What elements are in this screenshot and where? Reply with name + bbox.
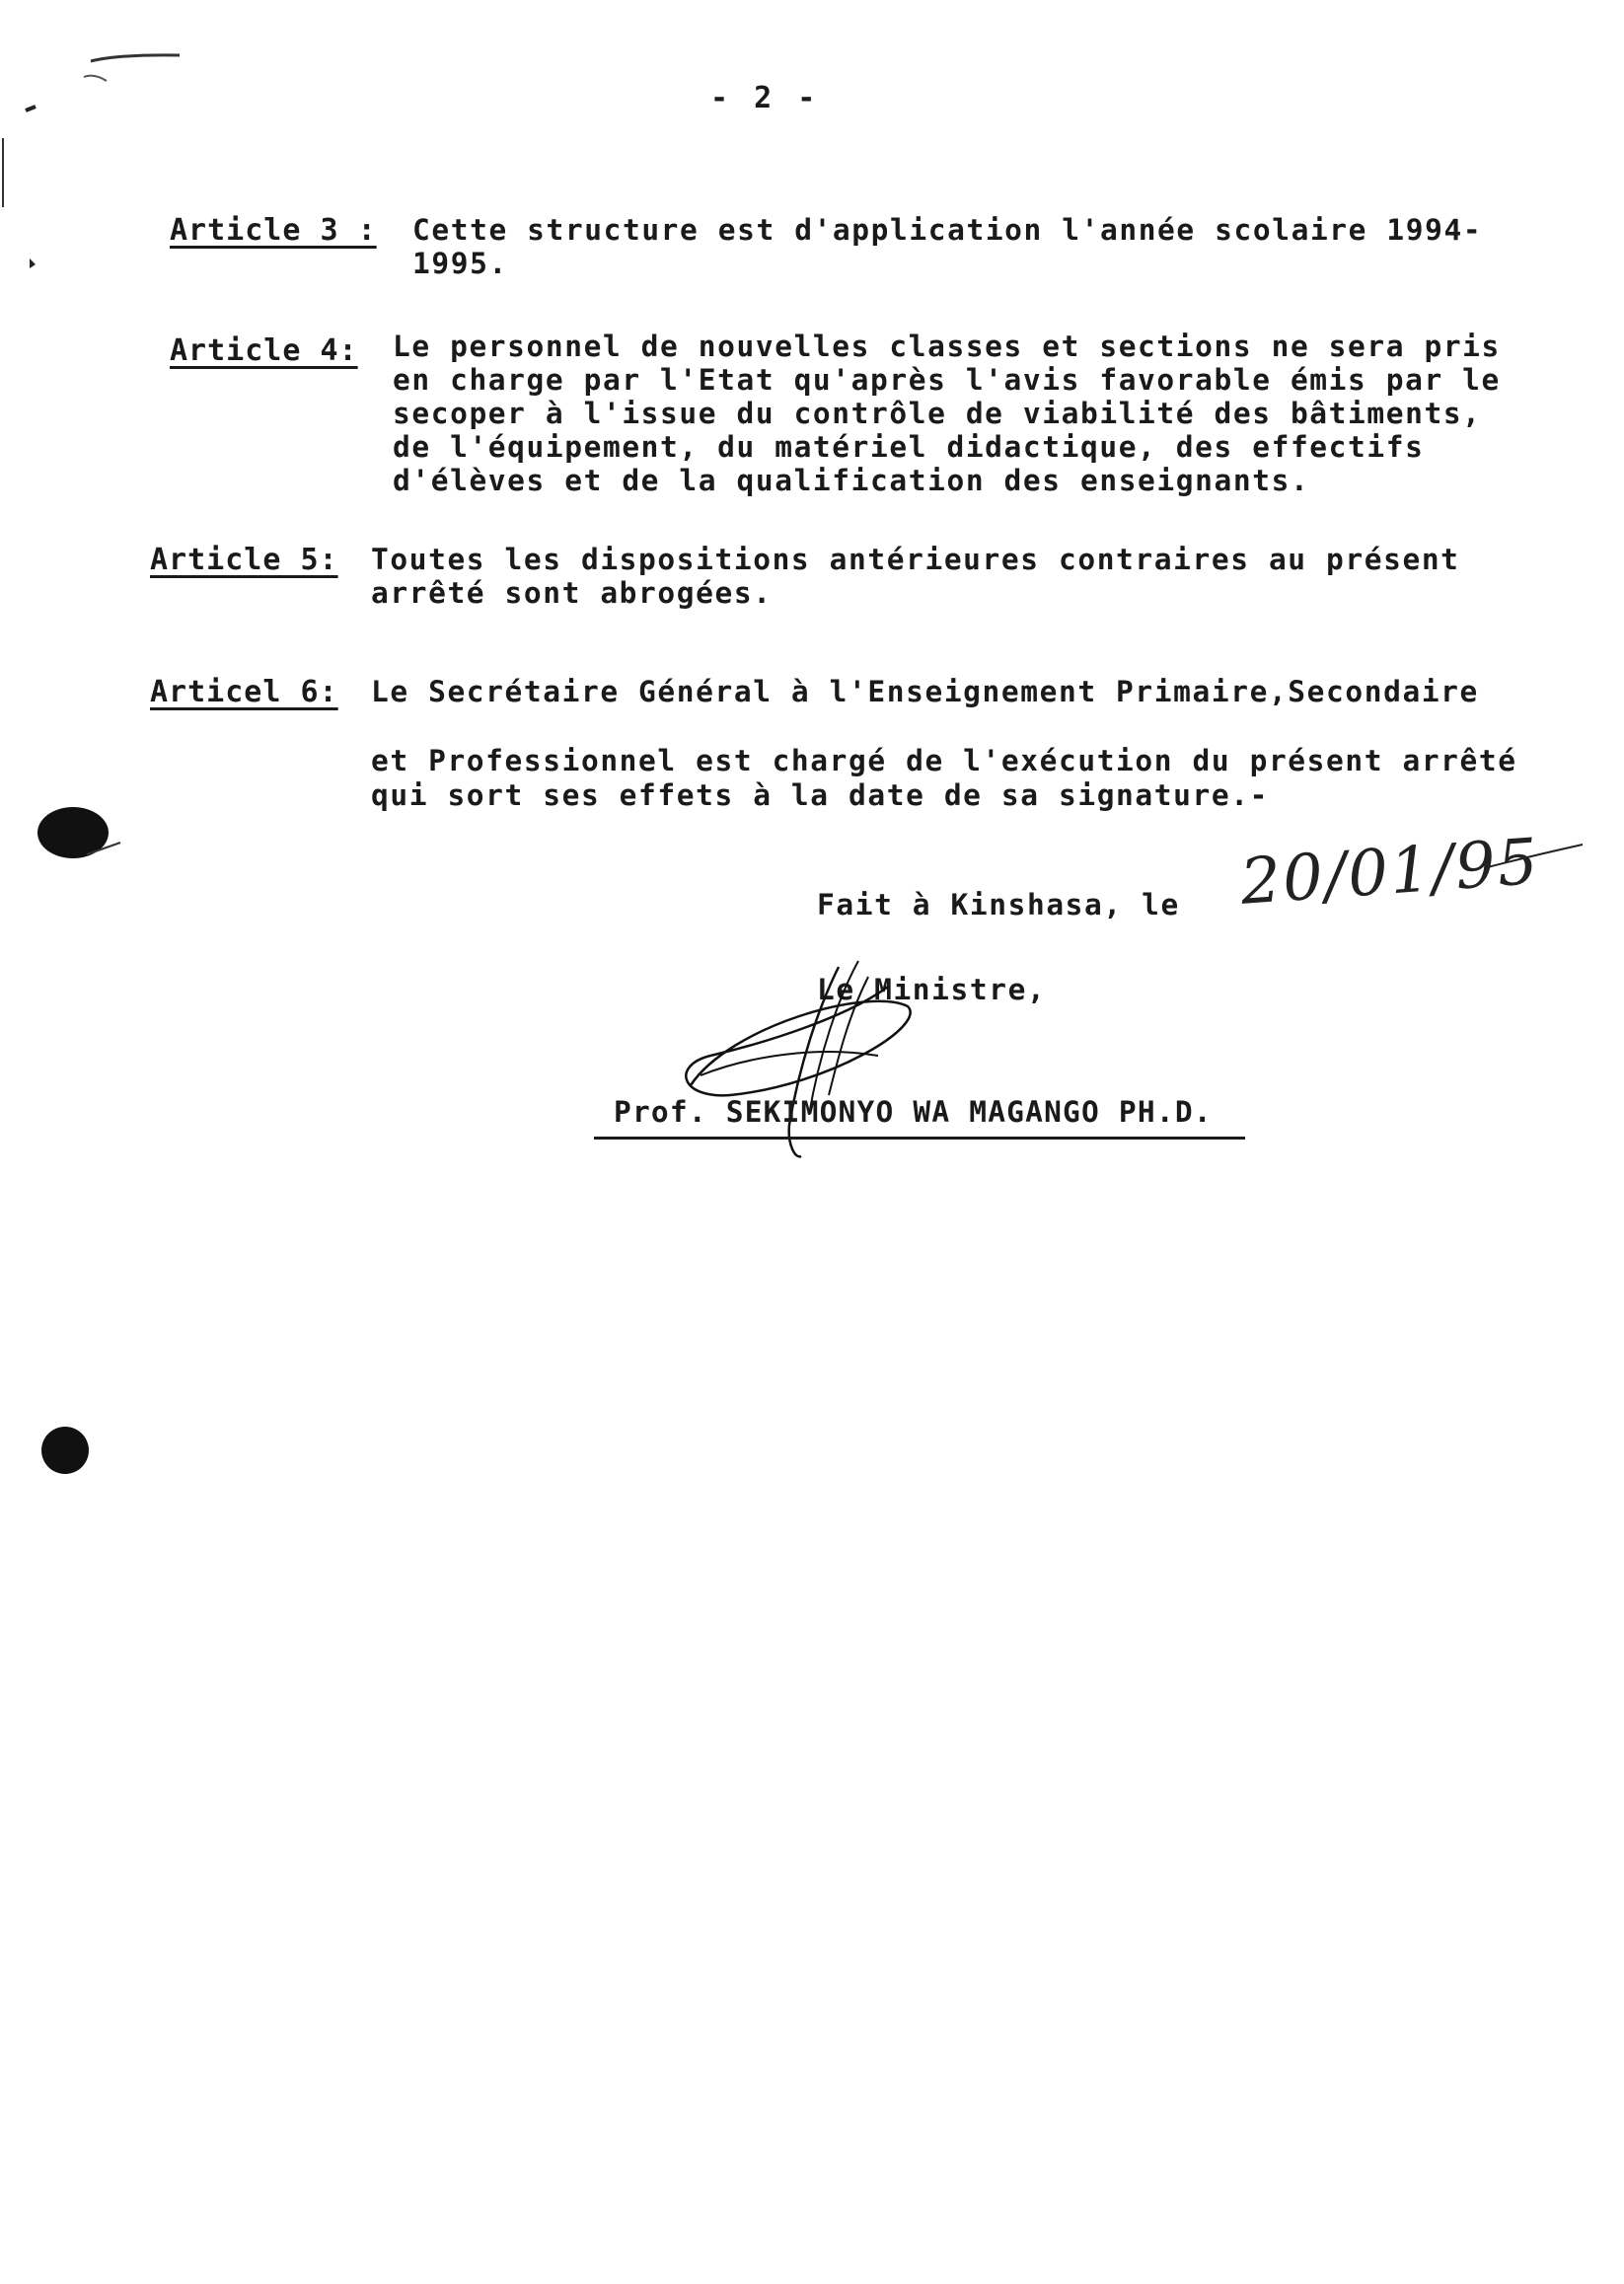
signature-underline (594, 1137, 1245, 1140)
minister-title: Le Ministre, (817, 973, 1047, 1006)
handwritten-signature (671, 947, 927, 1164)
place-date-label: Fait à Kinshasa, le (817, 888, 1180, 921)
ink-blot (36, 1421, 95, 1480)
margin-marks (0, 0, 197, 296)
article-5-label: Article 5: (150, 543, 338, 577)
article-3-label: Article 3 : (170, 213, 377, 248)
article-5-text: Toutes les dispositions antérieures contraires au présent arrêté sont abrogées. (371, 543, 1460, 610)
ink-blot (36, 797, 124, 866)
page-number: - 2 - (710, 81, 820, 115)
signer-name: Prof. SEKIMONYO WA MAGANGO PH.D. (614, 1095, 1213, 1129)
article-4-label: Article 4: (170, 333, 358, 368)
date-flourish (1480, 839, 1588, 878)
article-3-text: Cette structure est d'application l'année scolaire 1994- 1995. (412, 213, 1483, 280)
article-6-text: Le Secrétaire Général à l'Enseignement Primaire,Secondaire et Professionnel est chargé de l'exécution du présent arrêté qui sort ses effets à la date de sa signature.- (371, 675, 1517, 812)
article-4-text: Le personnel de nouvelles classes et sections ne sera pris en charge par l'Etat qu'après l'avis favorable émis par le secoper à l'issue du contrôle de viabilité des bâtiments, de l'équipement, du matériel didactique, des effectifs d'élèves et de la qualification des enseignants. (393, 330, 1501, 497)
article-6-label: Articel 6: (150, 675, 338, 709)
handwritten-date: 20/01/95 (1238, 825, 1542, 920)
